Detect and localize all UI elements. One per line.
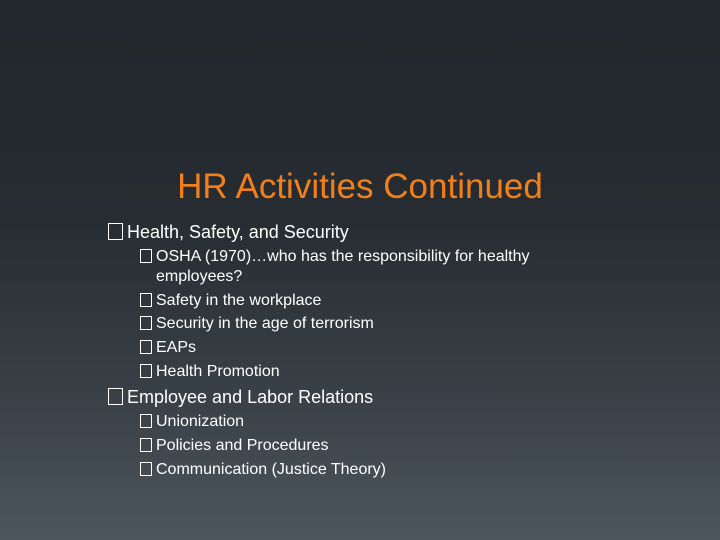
section-heading-employee-labor-relations xyxy=(108,385,373,409)
list-item-safety-workplace xyxy=(140,290,321,312)
square-bullet-icon xyxy=(140,293,152,307)
list-item-policies-procedures xyxy=(140,435,329,457)
list-item-osha-continuation: employees? xyxy=(156,268,243,285)
list-item-text: Security in the age of terrorism xyxy=(156,315,374,332)
square-bullet-icon xyxy=(140,414,152,428)
list-item-security-terrorism xyxy=(140,313,374,335)
list-item-text: Communication (Justice Theory) xyxy=(156,461,387,478)
list-item-text: Safety in the workplace xyxy=(156,292,322,309)
list-item-eaps xyxy=(140,337,196,359)
square-bullet-icon xyxy=(140,340,152,354)
list-item-text: Unionization xyxy=(156,413,245,430)
square-bullet-icon xyxy=(108,388,123,405)
section-heading-text: Employee and Labor Relations xyxy=(127,387,374,407)
list-item-text: EAPs xyxy=(156,339,197,356)
list-item-text: Health Promotion xyxy=(156,363,280,380)
list-item-communication xyxy=(140,459,386,481)
list-item-health-promotion xyxy=(140,361,280,383)
section-heading-text: Health, Safety, and Security xyxy=(127,222,349,242)
square-bullet-icon xyxy=(140,316,152,330)
square-bullet-icon xyxy=(140,438,152,452)
list-item-text: Policies and Procedures xyxy=(156,437,329,454)
slide-title xyxy=(0,162,720,212)
square-bullet-icon xyxy=(140,249,152,263)
list-item-osha xyxy=(140,246,530,268)
list-item-unionization xyxy=(140,411,244,433)
list-item-text: OSHA (1970)…who has the responsibility for healthy xyxy=(156,248,530,265)
square-bullet-icon xyxy=(140,364,152,378)
square-bullet-icon xyxy=(140,462,152,476)
square-bullet-icon xyxy=(108,223,123,240)
section-heading-health-safety-security xyxy=(108,220,349,244)
slide-title-text: HR Activities Continued xyxy=(177,167,543,206)
